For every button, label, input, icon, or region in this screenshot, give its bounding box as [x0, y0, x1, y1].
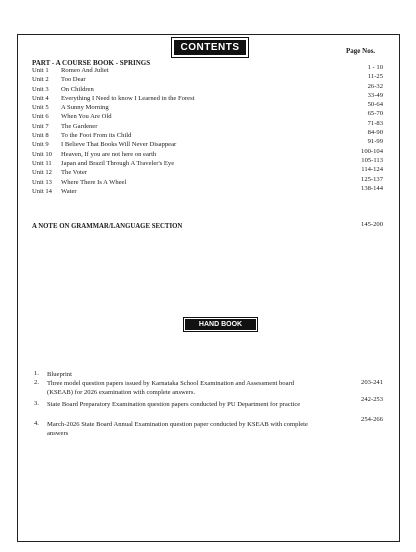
unit-number: Unit 8: [32, 132, 49, 140]
grammar-note-pages: 145-200: [361, 221, 383, 228]
unit-row: [0, 103, 416, 112]
unit-pages: 11-25: [367, 73, 383, 81]
unit-list: [0, 66, 416, 196]
item-number: 2.: [34, 379, 39, 386]
item-text: March-2026 State Board Annual Examination question paper conducted by KSEAB with complete answers: [47, 421, 308, 438]
item-pages: 203-241: [361, 379, 383, 386]
unit-row: [0, 147, 416, 159]
unit-pages: 125-137: [361, 175, 383, 183]
unit-title: Heaven, If you are not here on earth: [61, 150, 157, 158]
unit-title: Romeo And Juliet: [61, 67, 109, 74]
unit-number: Unit 3: [32, 85, 49, 93]
unit-pages: 65-70: [367, 110, 383, 118]
unit-pages: 26-32: [367, 82, 383, 90]
unit-title: Where There Is A Wheel: [61, 178, 127, 186]
unit-title: The Voter: [61, 169, 87, 177]
unit-row: [0, 82, 416, 94]
unit-pages: 84-90: [367, 129, 383, 137]
unit-row: [0, 175, 416, 187]
unit-number: Unit 11: [32, 159, 52, 167]
grammar-note-title: A NOTE ON GRAMMAR/LANGUAGE SECTION: [32, 223, 183, 230]
unit-number: Unit 12: [32, 169, 52, 177]
unit-title: To the Foot From its Child: [61, 132, 132, 140]
handbook-title: HAND BOOK: [184, 318, 257, 331]
unit-row: [0, 184, 416, 196]
unit-number: Unit 10: [32, 150, 52, 158]
contents-title: CONTENTS: [172, 38, 248, 57]
unit-number: Unit 14: [32, 187, 52, 195]
unit-title: Water: [61, 187, 77, 195]
unit-title: The Gardener: [61, 122, 98, 130]
page-nos-header: Page Nos.: [346, 47, 376, 55]
item-pages: 242-253: [361, 396, 383, 403]
unit-pages: 138-144: [361, 184, 383, 192]
unit-pages: 100-104: [361, 147, 383, 155]
unit-number: Unit 5: [32, 104, 49, 112]
unit-number: Unit 7: [32, 122, 49, 130]
unit-row: [0, 131, 416, 140]
unit-number: Unit 13: [32, 178, 52, 186]
unit-number: Unit 9: [32, 141, 49, 149]
unit-title: Japan and Brazil Through A Traveler's Eye: [61, 159, 175, 167]
part-a-title: PART - A COURSE BOOK - SPRINGS: [32, 59, 151, 67]
unit-pages: 33-49: [367, 91, 383, 99]
unit-number: Unit 2: [32, 76, 49, 84]
unit-pages: 71-83: [367, 119, 383, 127]
item-number: 3.: [34, 400, 39, 407]
unit-row: [0, 75, 416, 84]
item-text: Three model question papers issued by Karnataka School Examination and Assessment board (KSEAB) for 2026 examination with complete answers.: [47, 380, 295, 397]
unit-pages: 50-64: [367, 101, 383, 109]
unit-row: [0, 112, 416, 121]
unit-pages: 114-124: [361, 166, 383, 174]
unit-title: I Believe That Books Will Never Disappear: [61, 141, 177, 149]
unit-row: [0, 91, 416, 103]
unit-number: Unit 6: [32, 113, 49, 121]
unit-title: A Sunny Morning: [61, 104, 109, 112]
unit-number: Unit 4: [32, 94, 49, 102]
item-number: 4.: [34, 420, 39, 427]
unit-pages: 1 - 10: [367, 64, 383, 71]
unit-row: [0, 140, 416, 149]
unit-title: When You Are Old: [61, 113, 112, 121]
item-number: 1.: [34, 370, 39, 377]
unit-title: Everything I Need to know I Learned in the Forest: [61, 94, 195, 102]
unit-number: Unit 1: [32, 67, 49, 74]
unit-title: On Children: [61, 85, 94, 93]
unit-row: [0, 156, 416, 168]
unit-pages: 91-99: [367, 138, 383, 146]
unit-row: [0, 119, 416, 131]
unit-row: [0, 66, 416, 75]
item-text: Blueprint: [47, 371, 72, 378]
unit-pages: 105-113: [361, 156, 383, 164]
item-text: State Board Preparatory Examination question papers conducted by PU Department for practice: [47, 401, 301, 408]
unit-row: [0, 168, 416, 177]
unit-title: Too Dear: [61, 76, 86, 84]
item-pages: 254-266: [361, 416, 383, 423]
